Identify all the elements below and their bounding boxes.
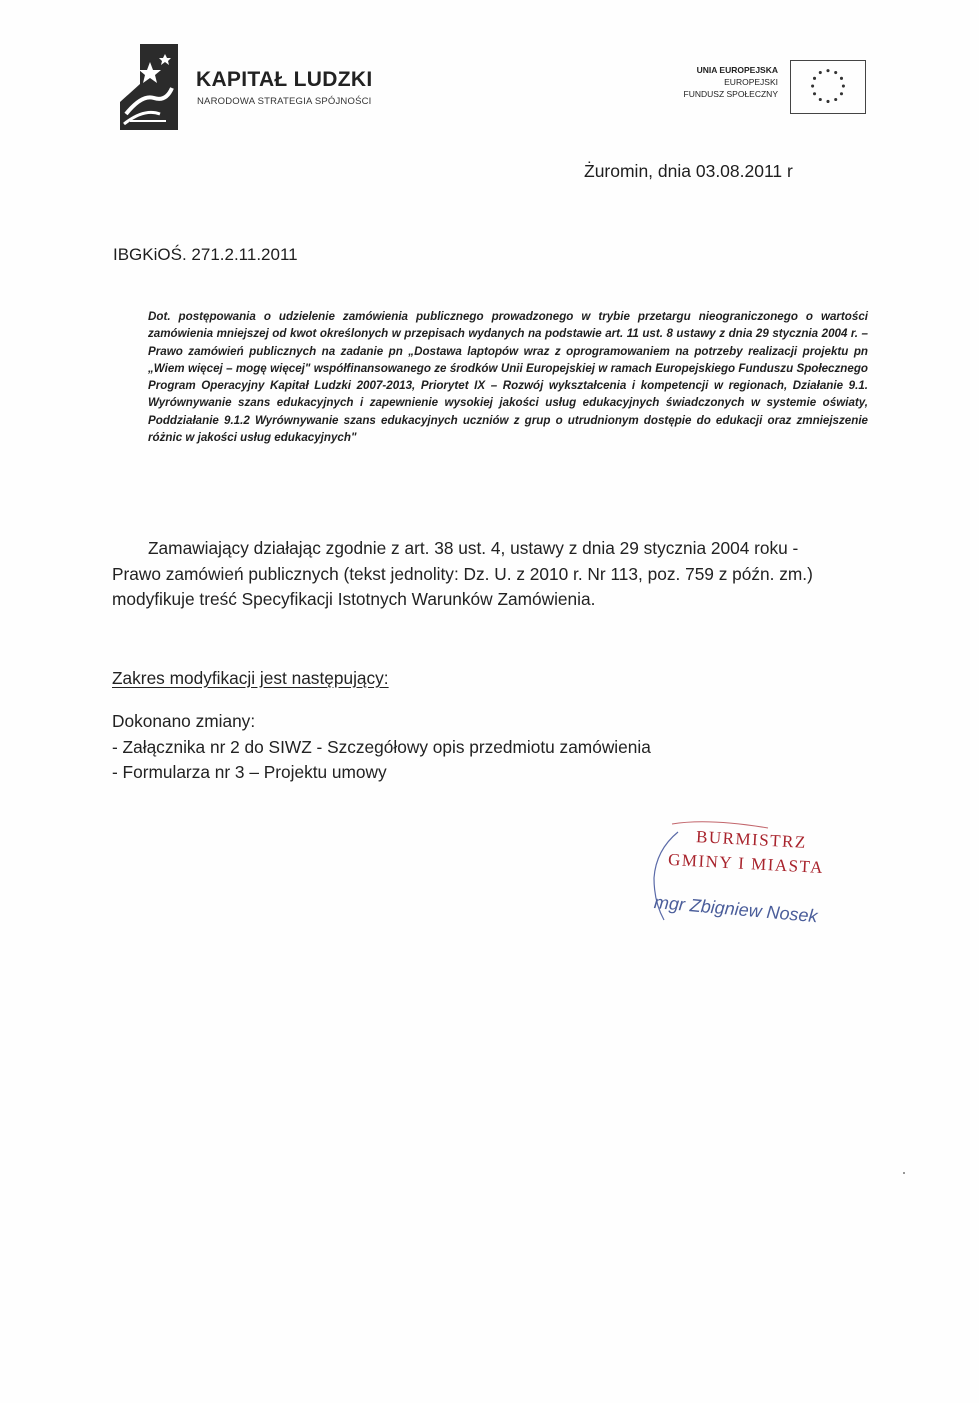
place-date: Żuromin, dnia 03.08.2011 r <box>584 161 793 181</box>
subject-label: Dot. <box>148 310 171 323</box>
list-item: - Załącznika nr 2 do SIWZ - Szczegółowy opis przedmiotu zamówienia <box>112 736 651 757</box>
modification-heading: Zakres modyfikacji jest następujący: <box>112 668 389 688</box>
eu-flag-icon <box>790 60 866 114</box>
logo-title: KAPITAŁ LUDZKI <box>196 68 373 91</box>
eu-logo-line1: UNIA EUROPEJSKA <box>696 65 778 75</box>
list-item: - Formularza nr 3 – Projektu umowy <box>112 762 387 782</box>
main-paragraph <box>112 536 882 613</box>
changes-list <box>112 709 651 786</box>
eu-logo-text <box>684 64 778 100</box>
eu-logo-line3: FUNDUSZ SPOŁECZNY <box>683 89 778 99</box>
eu-fund-logo <box>640 60 870 116</box>
reference-number: IBGKiOŚ. 271.2.11.2011 <box>113 245 298 264</box>
main-paragraph-line: Prawo zamówień publicznych (tekst jednolity: Dz. U. z 2010 r. Nr 113, poz. 759 z późn. zm.) <box>112 563 813 584</box>
changes-intro: Dokonano zmiany: <box>112 711 256 731</box>
scan-artifact <box>903 1172 905 1174</box>
signature: mgr Zbigniew Nosek <box>653 892 819 927</box>
main-paragraph-line: modyfikuje treść Specyfikacji Istotnych Warunków Zamówienia. <box>112 589 596 609</box>
stamp-line2: GMINY I MIASTA <box>667 849 825 878</box>
subject-text: postępowania o udzielenie zamówienia publicznego prowadzonego w trybie przetargu nieograniczonego o wartości zamówienia mniejszej od kwot określonych w przepisach wydanych na podstawie art. 11 ust. 8 ustawy z dnia 29 stycznia 2004 r. – Prawo zamówień publicznych na zadanie pn „Dostawa laptopów wraz z oprogramowaniem na potrzeby realizacji projektu pn „Wiem więcej – mogę więcej" współfinansowanego ze środków Unii Europejskiej w ramach Europejskiego Funduszu Społecznego Program Operacyjny Kapitał Ludzki 2007-2013, Priorytet IX – Rozwój wykształcenia i kompetencji w regionach, Działanie 9.1. Wyrównywanie szans edukacyjnych i zapewnienie wysokiej jakości usług edukacyjnych świadczonych w systemie oświaty, Poddziałanie 9.1.2 Wyrównywanie szans edukacyjnych uczniów z grup o utrudnionym dostępie do edukacji oraz zmniejszenie różnic w jakości usług edukacyjnych" <box>148 310 868 445</box>
main-paragraph-line: Zamawiający działając zgodnie z art. 38 ust. 4, ustawy z dnia 29 stycznia 2004 roku - <box>148 538 799 558</box>
stamp-line1: BURMISTRZ <box>695 827 808 852</box>
kapital-ludzki-logo <box>120 44 390 132</box>
subject-paragraph <box>148 308 868 446</box>
logo-subtitle: NARODOWA STRATEGIA SPÓJNOŚCI <box>197 96 372 107</box>
eu-logo-line2: EUROPEJSKI <box>724 77 778 87</box>
kapital-ludzki-emblem-icon <box>120 44 178 130</box>
